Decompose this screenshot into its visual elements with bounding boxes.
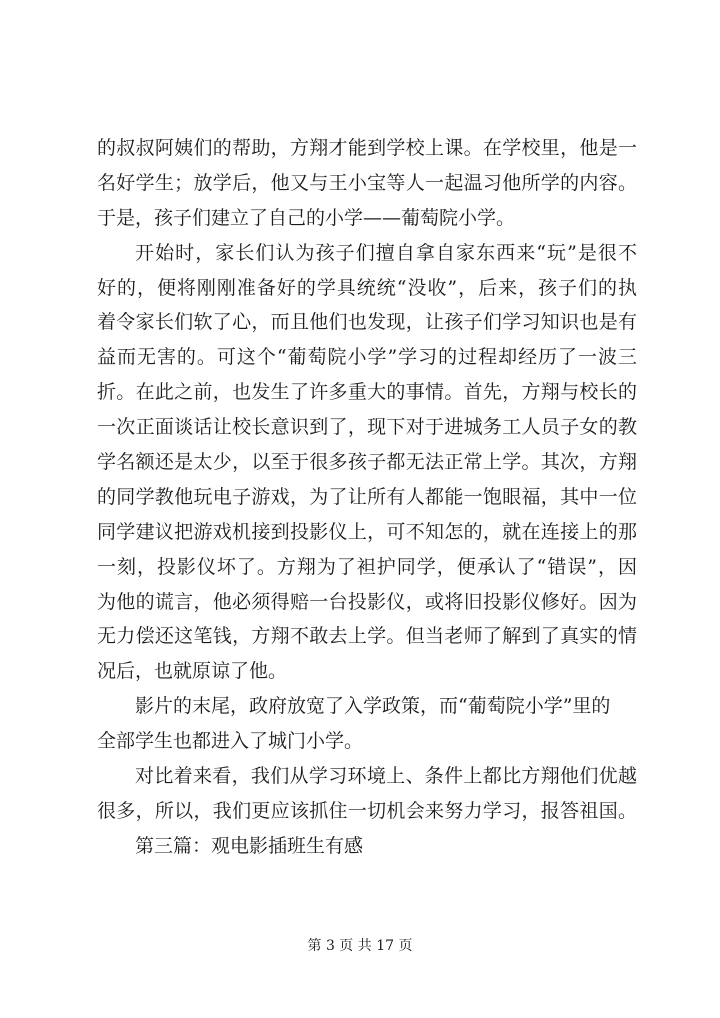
text-line: 很多，所以，我们更应该抓住一切机会来努力学习，报答祖国。 <box>97 799 637 822</box>
text-line: 的同学教他玩电子游戏，为了让所有人都能一饱眼福，其中一位 <box>97 485 637 508</box>
text-line: 益而无害的。可这个“葡萄院小学”学习的过程却经历了一波三 <box>97 346 637 369</box>
text-line: 一次正面谈话让校长意识到了，现下对于进城务工人员子女的教 <box>97 416 637 439</box>
text-line: 一刻，投影仪坏了。方翔为了袒护同学，便承认了“错误”，因 <box>97 555 637 578</box>
text-line: 为他的谎言，他必须得赔一台投影仪，或将旧投影仪修好。因为 <box>97 590 637 613</box>
text-line: 好的，便将刚刚准备好的学具统统“没收”，后来，孩子们的执 <box>97 276 637 299</box>
text-line: 影片的末尾，政府放宽了入学政策，而“葡萄院小学”里的 <box>135 695 611 718</box>
text-line: 名好学生；放学后，他又与王小宝等人一起温习他所学的内容。 <box>97 171 637 194</box>
text-line: 于是，孩子们建立了自己的小学——葡萄院小学。 <box>97 206 516 229</box>
text-line: 对比着来看，我们从学习环境上、条件上都比方翔他们优越 <box>135 765 637 788</box>
body-text <box>97 131 637 864</box>
text-line: 的叔叔阿姨们的帮助，方翔才能到学校上课。在学校里，他是一 <box>97 137 637 159</box>
text-line: 开始时，家长们认为孩子们擅自拿自家东西来“玩”是很不 <box>135 241 637 264</box>
text-line: 全部学生也都进入了城门小学。 <box>97 730 364 753</box>
section-heading: 第三篇：观电影插班生有感 <box>135 834 364 857</box>
text-line: 折。在此之前，也发生了许多重大的事情。首先，方翔与校长的 <box>97 381 637 404</box>
text-line: 同学建议把游戏机接到投影仪上，可不知怎的，就在连接上的那 <box>97 520 637 543</box>
text-line: 着令家长们软了心，而且他们也发现，让孩子们学习知识也是有 <box>97 311 637 334</box>
text-line: 况后，也就原谅了他。 <box>97 660 288 683</box>
text-line: 无力偿还这笔钱，方翔不敢去上学。但当老师了解到了真实的情 <box>97 625 637 648</box>
page-number-footer: 第 3 页 共 17 页 <box>307 938 413 954</box>
text-line: 学名额还是太少，以至于很多孩子都无法正常上学。其次，方翔 <box>97 451 637 474</box>
